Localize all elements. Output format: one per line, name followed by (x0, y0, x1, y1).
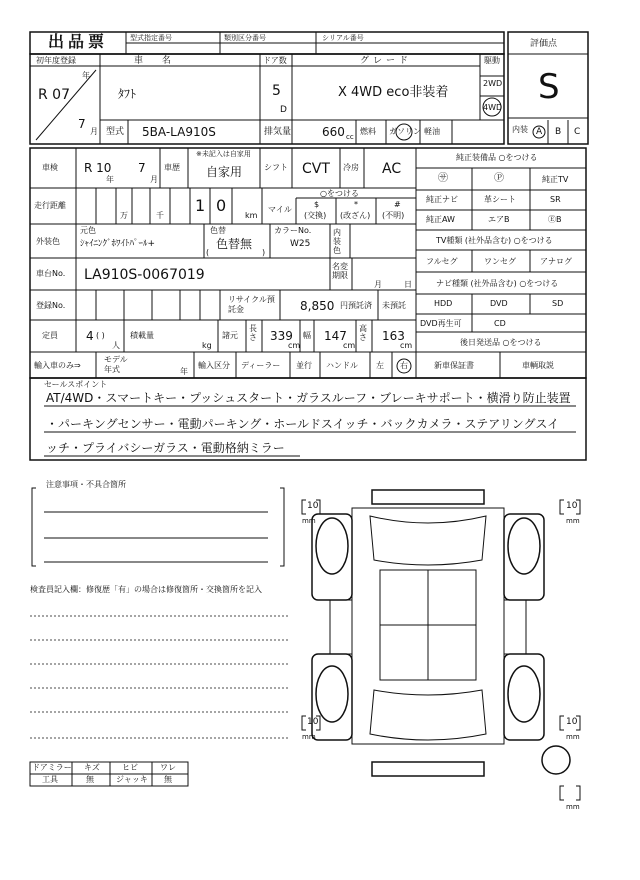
sales-point-line-3: ッチ・プライバシーガラス・電動格納ミラー (46, 441, 285, 455)
legend-break: ワレ (160, 763, 176, 772)
nav-type-label: ナビ種類 (社外品含む) ○をつける (436, 279, 559, 288)
equipment-r2c1: 純正ナビ (426, 195, 458, 204)
shaken-label: 車検 (42, 163, 58, 172)
recycle-value: 8,850 (300, 299, 335, 313)
height-unit: cm (400, 341, 413, 350)
doors-value: 5 (272, 83, 281, 99)
tire-rl-unit: mm (302, 733, 316, 741)
tv-type-label: TV種類 (社外品含む) ○をつける (436, 236, 553, 245)
capacity-value: 4 (86, 329, 94, 343)
light-oil-label: 軽油 (424, 127, 440, 136)
capacity-label: 定員 (42, 331, 58, 340)
mileage-man-unit: 万 (120, 211, 128, 220)
history-label: 車歴 (164, 163, 180, 172)
displacement-label: 排気量 (264, 127, 292, 137)
legend-door-mirror: ドアミラー (32, 763, 72, 772)
exterior-color-label: 外装色 (36, 237, 60, 246)
tire-fl-unit: mm (302, 517, 316, 525)
width-unit: cm (343, 341, 356, 350)
cc-unit: cc (346, 133, 354, 141)
dealer-label: ディーラー (241, 361, 281, 370)
sales-points-label: セールスポイント (44, 380, 108, 389)
serial-label: シリアル番号 (322, 34, 364, 42)
tv-option-full: フルセグ (426, 257, 458, 266)
cd-label: CD (494, 319, 506, 328)
recycle-suffix: 円預託済 (340, 301, 372, 310)
tire-rr-value: 10 (566, 717, 578, 727)
tire-rr-unit: mm (566, 733, 580, 741)
mile-label: マイル (268, 205, 292, 214)
tire-rl-value: 10 (307, 717, 319, 727)
history-value: 自家用 (206, 165, 243, 179)
dimensions-label: 諸元 (222, 331, 238, 340)
reg-no-label: 登録No. (36, 301, 66, 310)
dvd-playback-label: DVD再生可 (420, 319, 462, 328)
unknown-label: (不明) (382, 211, 405, 220)
equipment-r3c1: 純正AW (426, 215, 455, 224)
class-no-label: 類別区分番号 (224, 34, 266, 42)
repaint-paren-close: ) (262, 248, 266, 257)
grade-value: X 4WD eco非装着 (338, 85, 449, 100)
chassis-label: 車台No. (36, 269, 66, 278)
left-handle-label: 左 (376, 361, 384, 370)
type-no-label: 型式指定番号 (130, 34, 172, 42)
original-color-value: ｼｬｲﾆﾝｸﾞﾎﾜｲﾄﾊﾟｰﾙ+ (80, 239, 156, 249)
tampered-symbol: * (354, 200, 358, 209)
rating-value: S (538, 67, 560, 107)
capacity-paren: ( ) (96, 331, 105, 340)
color-no-value: W25 (290, 239, 311, 249)
equipment-r2c3: SR (550, 195, 561, 204)
shaken-month: 7 (138, 161, 146, 175)
name-change-month-unit: 月 (374, 280, 382, 289)
name-change-day-unit: 日 (404, 280, 412, 289)
sales-point-line-1: AT/4WD・スマートキー・プッシュスタート・ガラスルーフ・ブレーキサポート・横滑り防止装置 (46, 391, 571, 405)
km-unit: km (245, 211, 258, 220)
drive-2wd: 2WD (483, 79, 503, 88)
tv-option-analog: アナログ (540, 257, 572, 266)
door-label: ドア数 (263, 56, 287, 65)
model-year-unit: 年 (180, 367, 188, 376)
interior-grade-c: C (574, 127, 581, 137)
first-reg-label: 初年度登録 (36, 56, 76, 65)
model-label: 型式 (106, 127, 125, 137)
inspector-label: 検査員記入欄：修復歴「有」の場合は修復箇所・交換箇所を記入 (30, 585, 262, 594)
later-option-manual: 車輌取説 (522, 361, 554, 370)
history-note: ※未記入は自家用 (196, 150, 251, 158)
reg-year-unit: 年 (82, 71, 90, 80)
fuel-label: 燃料 (360, 127, 376, 136)
legend-scratch: キズ (84, 763, 100, 772)
nav-option-sd: SD (552, 299, 564, 308)
equipment-r1c3: 純正TV (542, 175, 569, 184)
legend-jack-none: 無 (164, 775, 172, 784)
tire-fr-value: 10 (566, 501, 578, 511)
model-code: 5BA-LA910S (142, 125, 216, 139)
interior-grade-a: A (536, 127, 543, 137)
width-label: 幅 (303, 331, 311, 340)
name-change-label: 名変期限 (332, 262, 348, 280)
tv-option-one: ワンセグ (484, 257, 516, 266)
shaken-month-unit: 月 (150, 175, 158, 184)
reg-month-unit: 月 (90, 127, 98, 136)
nav-option-hdd: HDD (434, 299, 453, 308)
legend-crack: ヒビ (122, 763, 138, 772)
genuine-equipment-label: 純正装備品 ○をつける (456, 153, 538, 162)
equipment-r1c2: Ⓟ (494, 173, 504, 184)
model-year-label: モデル年式 (104, 355, 128, 374)
equipment-r1c1: ㋚ (438, 173, 448, 184)
handle-label: ハンドル (326, 361, 358, 370)
legend-jack: ジャッキ (116, 775, 148, 784)
sales-point-line-2: ・パーキングセンサー・電動パーキング・ホールドスイッチ・バックカメラ・ステアリングスイ (46, 417, 560, 431)
repaint-value: 色替無 (216, 237, 253, 251)
fuel-value: ガソリン (389, 127, 421, 136)
mileage-circle-note: ○をつける (320, 189, 359, 198)
drive-label: 駆動 (484, 56, 500, 65)
notes-label: 注意事項・不具合箇所 (46, 480, 126, 489)
load-unit: kg (202, 341, 212, 350)
spare-tire-unit: mm (566, 803, 580, 811)
capacity-unit: 人 (112, 341, 120, 350)
right-handle-label: 右 (400, 361, 408, 370)
reg-month: 7 (78, 117, 86, 131)
import-class-label: 輸入区分 (198, 361, 230, 370)
shift-label: シフト (264, 163, 288, 172)
parallel-label: 並行 (296, 361, 312, 370)
legend-tools: 工具 (42, 775, 58, 784)
grade-label: グレード (360, 56, 413, 66)
shaken-year: R 10 (84, 161, 112, 175)
ac-value: AC (382, 161, 402, 177)
not-deposited-label: 未預託 (382, 301, 406, 310)
drive-4wd: 4WD (483, 103, 503, 112)
equipment-r3c3: ⒺB (548, 215, 562, 224)
car-name-label: 車 名 (134, 56, 179, 66)
repaint-paren-open: ( (206, 248, 210, 257)
color-no-label: カラーNo. (274, 226, 312, 235)
mileage-sen-unit: 千 (156, 211, 164, 220)
length-unit: cm (288, 341, 301, 350)
reg-era-year: R 07 (38, 87, 70, 103)
exchange-symbol: $ (314, 200, 320, 209)
interior-color-label: 内装色 (333, 228, 341, 255)
later-option-warranty: 新車保証書 (434, 361, 474, 370)
height-value: 163 (382, 329, 405, 343)
interior-label: 内装 (512, 125, 528, 134)
nav-option-dvd: DVD (490, 299, 508, 308)
load-label: 積載量 (130, 331, 154, 340)
tampered-label: (改ざん) (340, 211, 371, 220)
chassis-value: LA910S-0067019 (84, 267, 205, 283)
mileage-digit-2: 0 (216, 196, 227, 215)
tire-fl-value: 10 (307, 501, 319, 511)
height-label: 高さ (359, 324, 367, 342)
equipment-r3c2: エアB (488, 215, 510, 224)
repaint-label: 色替 (210, 226, 226, 235)
equipment-r2c2: 革シート (484, 195, 516, 204)
legend-tools-none: 無 (86, 775, 94, 784)
original-color-label: 元色 (80, 226, 96, 235)
tire-fr-unit: mm (566, 517, 580, 525)
length-label: 長さ (249, 324, 257, 342)
shaken-year-unit: 年 (106, 175, 114, 184)
doors-suffix: D (280, 105, 287, 115)
mileage-digit-1: 1 (195, 196, 206, 215)
ac-label: 冷房 (343, 163, 359, 172)
width-value: 147 (324, 329, 347, 343)
car-name: ﾀﾌﾄ (118, 87, 137, 101)
recycle-label: リサイクル預託金 (228, 295, 275, 314)
shift-value: CVT (302, 161, 330, 177)
exchange-label: (交換) (304, 211, 327, 220)
interior-grade-b: B (555, 127, 562, 137)
form-title: 出品票 (48, 32, 109, 51)
later-shipment-label: 後日発送品 ○をつける (460, 338, 542, 347)
rating-label: 評価点 (530, 39, 558, 49)
length-value: 339 (270, 329, 293, 343)
displacement-value: 660 (322, 125, 345, 139)
import-label: 輸入車のみ⇒ (34, 361, 81, 370)
unknown-symbol: # (394, 200, 401, 209)
mileage-label: 走行距離 (34, 201, 66, 210)
